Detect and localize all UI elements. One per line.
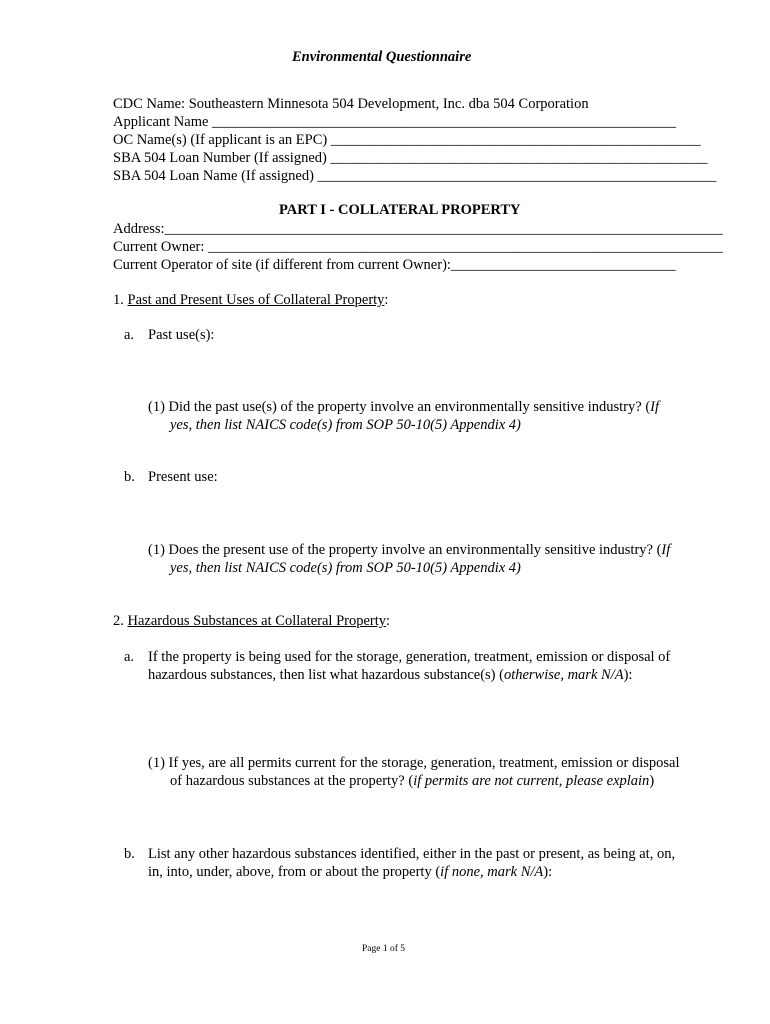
section2-title: Hazardous Substances at Collateral Property [127, 613, 387, 629]
section1-b1-line1 [148, 541, 670, 559]
document-title: Environmental Questionnaire [292, 49, 472, 65]
section2-colon: : [386, 613, 391, 629]
section2-a1-line2 [170, 772, 654, 790]
section2-a-line2-end: ): [623, 667, 633, 683]
address-field[interactable]: Address:_____________________________________________________________________________ [113, 221, 723, 237]
current-owner-field[interactable]: Current Owner: _______________________________________________________________________ [113, 239, 723, 255]
applicant-name-field[interactable]: Applicant Name ________________________________________________________________ [113, 114, 677, 130]
section2-a-line2-text: hazardous substances, then list what hazardous substance(s) ( [148, 667, 504, 683]
page-number-footer: Page 1 of 5 [362, 944, 406, 954]
section2-b-label: b. [124, 846, 135, 862]
section2-a-line2-italic: otherwise, mark N/A [503, 667, 624, 683]
section1-b-text: Present use: [148, 469, 218, 485]
section1-b1-prefix: (1) [148, 542, 169, 558]
part1-heading: PART I - COLLATERAL PROPERTY [279, 202, 521, 218]
section2-a-line2 [148, 666, 632, 684]
section1-b1-line2: yes, then list NAICS code(s) from SOP 50-10(5) Appendix 4) [170, 560, 521, 576]
section1-a1-text: Did the past use(s) of the property involve an environmentally sensitive industry? ( [168, 399, 651, 415]
current-operator-field[interactable]: Current Operator of site (if different from current Owner):_______________________________ [113, 257, 676, 273]
section2-a1-line1-text: If yes, are all permits current for the storage, generation, treatment, emission or disposal [168, 755, 680, 771]
loan-number-field[interactable]: SBA 504 Loan Number (If assigned) ____________________________________________________ [113, 150, 708, 166]
section1-heading [113, 291, 388, 309]
section1-a1-line2: yes, then list NAICS code(s) from SOP 50-10(5) Appendix 4) [170, 417, 521, 433]
section2-a1-line2-end: ) [649, 773, 655, 789]
section2-heading [113, 612, 390, 630]
section2-b-line2-italic: if none, mark N/A [440, 864, 544, 880]
section2-b-line2 [148, 863, 552, 881]
section1-number: 1. [113, 292, 128, 308]
section2-b-line1: List any other hazardous substances identified, either in the past or present, as being at, on, [148, 846, 676, 862]
section1-a-text: Past use(s): [148, 327, 215, 343]
section2-a-label: a. [124, 649, 135, 665]
loan-name-field[interactable]: SBA 504 Loan Name (If assigned) _______________________________________________________ [113, 168, 717, 184]
section2-a1-prefix: (1) [148, 755, 169, 771]
section2-a1-line2-italic: if permits are not current, please explain [413, 773, 650, 789]
section1-title: Past and Present Uses of Collateral Property [127, 292, 385, 308]
section2-b-line2-end: ): [543, 864, 553, 880]
cdc-name-field: CDC Name: Southeastern Minnesota 504 Development, Inc. dba 504 Corporation [113, 96, 589, 112]
section2-a1-line2-text: of hazardous substances at the property? ( [170, 773, 414, 789]
section1-b1-italic-1: If [661, 542, 671, 558]
section1-a1-prefix: (1) [148, 399, 169, 415]
section2-b-line2-text: in, into, under, above, from or about the property ( [148, 864, 441, 880]
section1-a1-line1 [148, 398, 659, 416]
section2-a-line1: If the property is being used for the storage, generation, treatment, emission or disposal of [148, 649, 671, 665]
section1-a-label: a. [124, 327, 135, 343]
oc-names-field[interactable]: OC Name(s) (If applicant is an EPC) ___________________________________________________ [113, 132, 701, 148]
section1-b-label: b. [124, 469, 135, 485]
section1-colon: : [384, 292, 389, 308]
section1-a1-italic-1: If [650, 399, 660, 415]
section1-b1-text: Does the present use of the property involve an environmentally sensitive industry? ( [168, 542, 662, 558]
section2-a1-line1 [148, 754, 680, 772]
section2-number: 2. [113, 613, 128, 629]
